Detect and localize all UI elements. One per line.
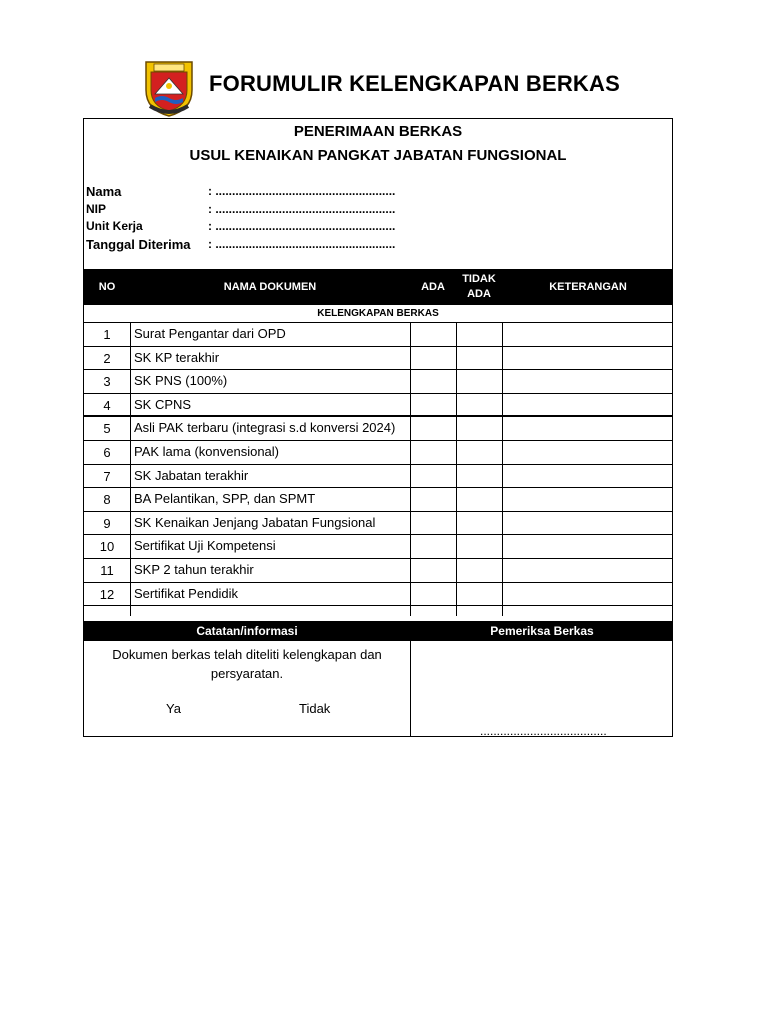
- cell-document: SK Kenaikan Jenjang Jabatan Fungsional: [130, 512, 410, 535]
- applicant-info: [86, 183, 506, 253]
- cell-no: 10: [99, 539, 115, 555]
- field-blank: : ......................................................: [208, 219, 396, 233]
- cell-no: [84, 606, 130, 616]
- cell-ada[interactable]: [410, 583, 456, 606]
- cell-tidak-ada[interactable]: [456, 441, 502, 464]
- table-row: [84, 535, 672, 559]
- table-header: [84, 269, 672, 305]
- cell-ada[interactable]: [410, 323, 456, 346]
- cell-no: 9: [103, 515, 111, 531]
- cell-tidak-ada[interactable]: [456, 535, 502, 558]
- page-title: FORUMULIR KELENGKAPAN BERKAS: [209, 71, 620, 96]
- cell-no: 5: [103, 421, 111, 437]
- cell-ada[interactable]: [410, 559, 456, 582]
- field-label: Unit Kerja: [86, 219, 143, 233]
- cell-keterangan[interactable]: [502, 488, 674, 511]
- cell-document: Sertifikat Uji Kompetensi: [130, 535, 410, 558]
- cell-tidak-ada[interactable]: [456, 465, 502, 488]
- cell-no: 4: [103, 397, 111, 413]
- cell-tidak-ada[interactable]: [456, 583, 502, 606]
- cell-ada[interactable]: [410, 512, 456, 535]
- cell-keterangan[interactable]: [502, 559, 674, 582]
- cell-tidak-ada[interactable]: [456, 394, 502, 416]
- table-row-empty: [84, 606, 672, 616]
- cell-keterangan[interactable]: [502, 512, 674, 535]
- table-row: [84, 583, 672, 607]
- column-header-document: NAMA DOKUMEN: [223, 281, 317, 293]
- cell-no: 7: [103, 468, 111, 484]
- cell-no: 11: [100, 562, 114, 578]
- cell-tidak-ada: [456, 606, 502, 616]
- cell-tidak-ada[interactable]: [456, 512, 502, 535]
- cell-no: 8: [103, 492, 111, 508]
- field-label: Tanggal Diterima: [86, 236, 191, 252]
- form-heading-secondary: USUL KENAIKAN PANGKAT JABATAN FUNGSIONAL: [189, 147, 567, 164]
- cell-ada[interactable]: [410, 394, 456, 416]
- cell-ada[interactable]: [410, 488, 456, 511]
- logo-emblem-icon: [140, 56, 198, 118]
- document-table: [84, 323, 672, 616]
- cell-keterangan[interactable]: [502, 535, 674, 558]
- examiner-header: Pemeriksa Berkas: [490, 624, 594, 638]
- column-header-tidak-ada-line2: ADA: [467, 288, 491, 300]
- cell-keterangan[interactable]: [502, 347, 674, 370]
- column-header-no: NO: [98, 281, 116, 293]
- column-header-tidak-ada: [456, 272, 502, 302]
- cell-ada: [410, 606, 456, 616]
- option-yes[interactable]: Ya: [166, 701, 181, 716]
- field-blank: : ......................................................: [208, 201, 396, 216]
- cell-keterangan[interactable]: [502, 417, 674, 440]
- field-blank: : ......................................................: [208, 236, 396, 251]
- field-unit-kerja: [86, 218, 506, 236]
- option-no[interactable]: Tidak: [299, 701, 331, 716]
- form-heading-primary: PENERIMAAN BERKAS: [293, 123, 463, 140]
- cell-no: 3: [103, 374, 111, 390]
- field-label: NIP: [86, 201, 107, 216]
- cell-ada[interactable]: [410, 535, 456, 558]
- cell-no: 2: [103, 350, 111, 366]
- table-row: [84, 512, 672, 536]
- cell-document: SK PNS (100%): [130, 370, 410, 393]
- cell-document: Asli PAK terbaru (integrasi s.d konversi 2024): [130, 417, 410, 440]
- cell-tidak-ada[interactable]: [456, 370, 502, 393]
- cell-document: SK CPNS: [130, 394, 410, 416]
- verification-note: Dokumen berkas telah diteliti kelengkapan dan persyaratan.: [112, 647, 382, 681]
- column-header-ada: ADA: [421, 281, 445, 293]
- cell-keterangan: [502, 606, 674, 616]
- cell-document: BA Pelantikan, SPP, dan SPMT: [130, 488, 410, 511]
- cell-document: [130, 606, 410, 616]
- cell-tidak-ada[interactable]: [456, 323, 502, 346]
- table-row: [84, 323, 672, 347]
- table-row: [84, 465, 672, 489]
- cell-keterangan[interactable]: [502, 370, 674, 393]
- cell-tidak-ada[interactable]: [456, 347, 502, 370]
- cell-keterangan[interactable]: [502, 394, 674, 416]
- field-nama: [86, 183, 506, 201]
- table-row: [84, 394, 672, 418]
- table-row: [84, 488, 672, 512]
- cell-ada[interactable]: [410, 417, 456, 440]
- cell-document: SK Jabatan terakhir: [130, 465, 410, 488]
- cell-ada[interactable]: [410, 347, 456, 370]
- cell-ada[interactable]: [410, 370, 456, 393]
- cell-no: 12: [99, 586, 115, 602]
- signature-line: ......................................: [480, 724, 607, 738]
- table-row: [84, 347, 672, 371]
- notes-header: Catatan/informasi: [196, 624, 298, 638]
- cell-keterangan[interactable]: [502, 465, 674, 488]
- cell-ada[interactable]: [410, 465, 456, 488]
- cell-no: 6: [103, 444, 111, 460]
- column-header-tidak-ada-line1: TIDAK: [462, 273, 496, 285]
- cell-no: 1: [103, 327, 111, 342]
- footer-header: [84, 621, 672, 641]
- table-row: [84, 417, 672, 441]
- table-row: [84, 441, 672, 465]
- cell-tidak-ada[interactable]: [456, 488, 502, 511]
- field-tanggal-diterima: [86, 236, 506, 254]
- form-frame: [83, 118, 673, 737]
- cell-keterangan[interactable]: [502, 323, 674, 346]
- cell-document: Surat Pengantar dari OPD: [130, 323, 410, 346]
- field-nip: [86, 201, 506, 219]
- field-label: Nama: [86, 184, 122, 199]
- field-blank: : ......................................................: [208, 184, 396, 198]
- column-header-keterangan: KETERANGAN: [549, 281, 627, 293]
- cell-document: PAK lama (konvensional): [130, 441, 410, 464]
- cell-keterangan[interactable]: [502, 583, 674, 606]
- cell-ada[interactable]: [410, 441, 456, 464]
- cell-document: SKP 2 tahun terakhir: [130, 559, 410, 582]
- cell-document: SK KP terakhir: [130, 347, 410, 370]
- table-row: [84, 370, 672, 394]
- cell-document: Sertifikat Pendidik: [130, 583, 410, 606]
- cell-tidak-ada[interactable]: [456, 559, 502, 582]
- table-row: [84, 559, 672, 583]
- cell-tidak-ada[interactable]: [456, 417, 502, 440]
- section-label: KELENGKAPAN BERKAS: [84, 306, 672, 323]
- cell-keterangan[interactable]: [502, 441, 674, 464]
- footer-divider: [410, 641, 411, 737]
